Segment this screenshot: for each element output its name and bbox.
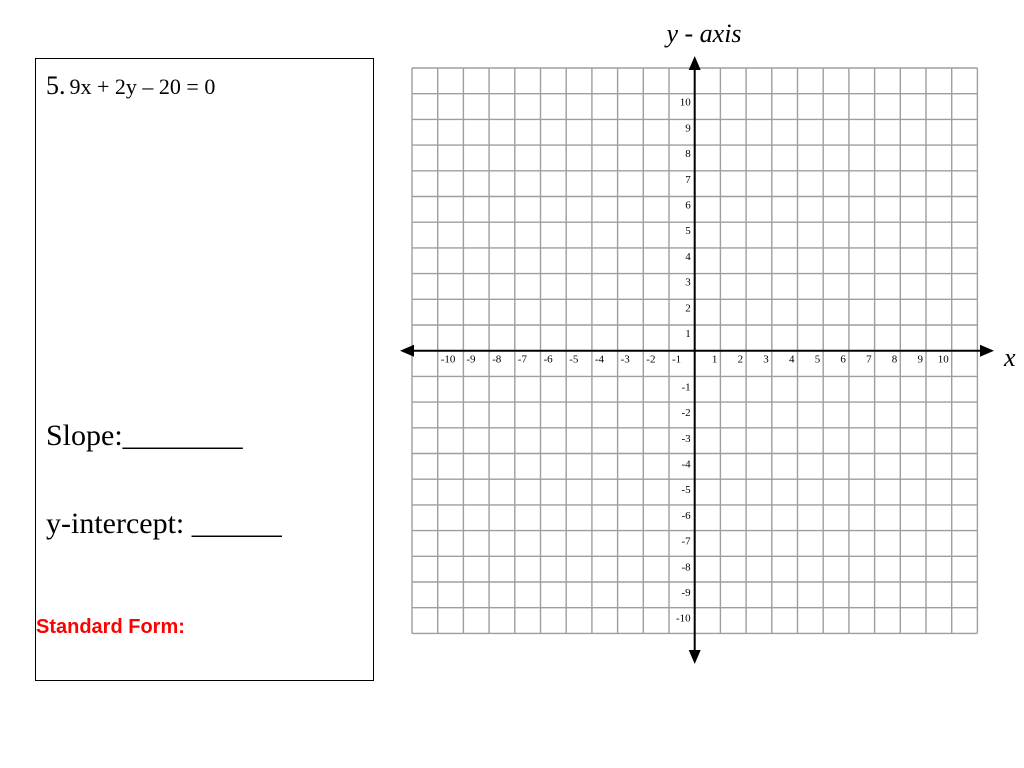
y-tick-label: 2: [685, 302, 691, 315]
y-tick-label: 8: [685, 148, 691, 161]
y-axis-up-arrow-icon: [689, 56, 701, 70]
y-tick-label: 6: [685, 199, 691, 212]
x-tick-label: -1: [672, 353, 682, 366]
problem-number: 5.: [46, 71, 66, 100]
y-axis-title: y - axis: [666, 19, 742, 48]
x-tick-label: -4: [594, 353, 605, 366]
y-tick-label: -2: [681, 407, 691, 420]
x-tick-label: -9: [466, 353, 476, 366]
standard-form-label: Standard Form:: [36, 616, 185, 638]
x-tick-label: 10: [937, 353, 949, 366]
x-tick-label: 3: [763, 353, 769, 366]
x-tick-label: -5: [569, 353, 579, 366]
y-tick-label: -6: [681, 509, 691, 522]
y-tick-label: 9: [685, 122, 691, 135]
x-tick-label: -3: [620, 353, 630, 366]
y-tick-label: -1: [681, 381, 691, 394]
y-tick-label: -4: [681, 458, 691, 471]
y-tick-label: 4: [685, 250, 691, 263]
y-tick-label: 7: [685, 173, 691, 186]
y-tick-label: -3: [681, 432, 691, 445]
x-tick-label: -8: [492, 353, 502, 366]
y-tick-label: -5: [681, 484, 691, 497]
x-tick-label: -6: [543, 353, 553, 366]
x-axis-left-arrow-icon: [400, 345, 414, 357]
x-tick-label: 7: [866, 353, 872, 366]
x-tick-label: 5: [814, 353, 821, 366]
y-tick-label: 10: [679, 96, 691, 109]
x-tick-label: 2: [737, 353, 744, 366]
x-tick-label: 1: [711, 353, 718, 366]
x-axis-title: x: [1004, 343, 1016, 372]
slope-label: Slope:________: [46, 419, 243, 452]
x-tick-label: 6: [840, 353, 846, 366]
y-tick-label: 1: [685, 328, 691, 340]
y-tick-label: -10: [676, 612, 691, 625]
y-tick-label: -7: [681, 535, 691, 548]
x-tick-label: -10: [440, 353, 456, 366]
x-tick-label: 4: [789, 353, 795, 366]
y-axis-down-arrow-icon: [689, 650, 701, 664]
y-tick-label: -8: [681, 561, 691, 574]
y-tick-label: 5: [685, 225, 691, 238]
x-tick-label: -2: [646, 353, 656, 366]
y-tick-label: -9: [681, 587, 691, 599]
y-intercept-label: y-intercept: ______: [46, 507, 282, 540]
problem-equation: 9x + 2y – 20 = 0: [69, 74, 216, 99]
y-tick-label: 3: [685, 276, 691, 289]
x-axis-right-arrow-icon: [980, 345, 994, 357]
x-tick-label: 8: [891, 353, 898, 366]
x-tick-label: -7: [517, 353, 527, 366]
x-tick-label: 9: [917, 353, 923, 366]
